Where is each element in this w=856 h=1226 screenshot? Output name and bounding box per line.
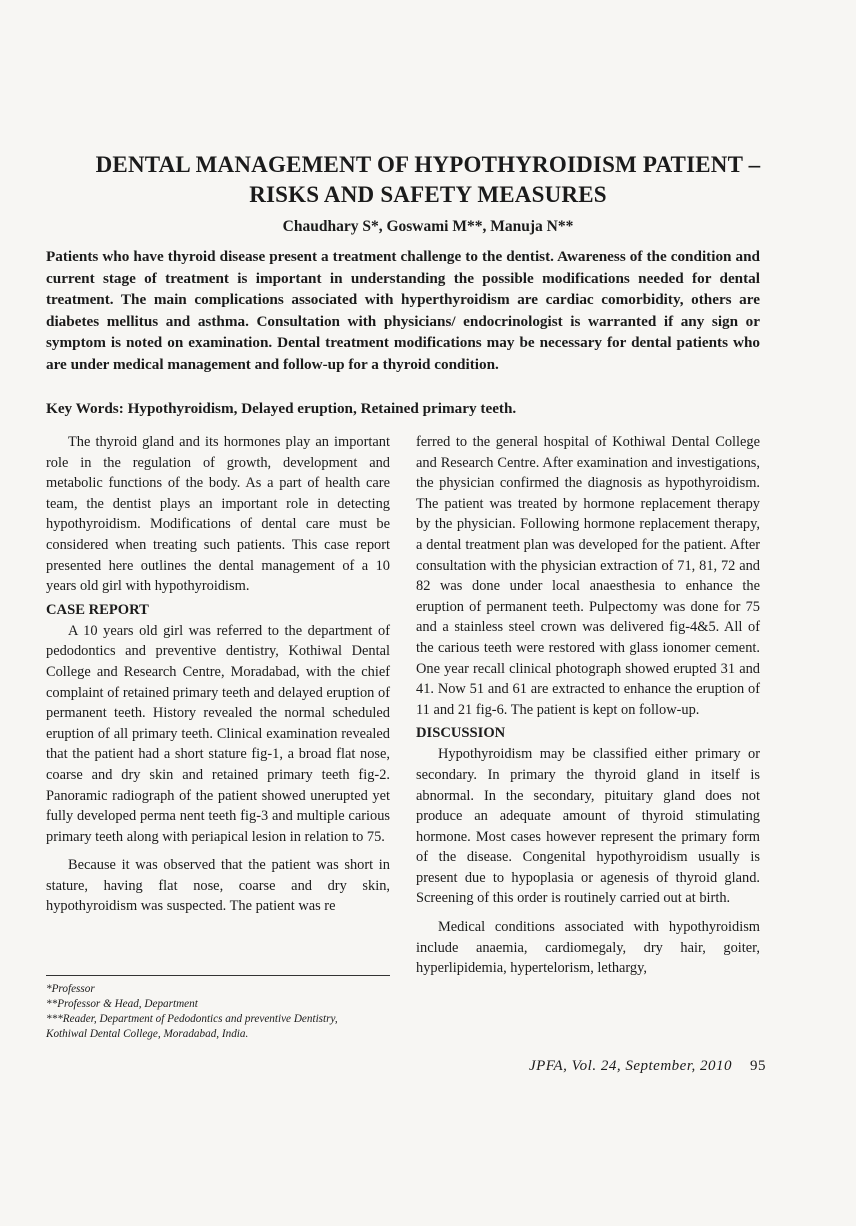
author-list: Chaudhary S*, Goswami M**, Manuja N** xyxy=(282,218,574,235)
footnote-divider xyxy=(46,975,390,976)
case-report-paragraph-2: Because it was observed that the patient was short in stature, having flat nose, coarse and dry skin, hypothyroidism was suspected. The patient was re xyxy=(46,857,390,915)
discussion-paragraph-2: Medical conditions associated with hypothyroidism include anaemia, cardiomegaly, dry hair, goiter, hyperlipidemia, hypertelorism, lethargy, xyxy=(416,919,760,977)
case-report-paragraph-1: A 10 years old girl was referred to the department of pedodontics and preventive dentistry, Kothiwal Dental College and Research Centre, Moradabad, with the chief complaint of retained primary teeth and delayed eruption of permanent teeth. History revealed the normal scheduled eruption of all primary teeth. Clinical examination revealed that the patient had a short stature fig-1, a broad flat nose, coarse and dry skin and retained primary teeth fig-2. Panoramic radiograph of the patient showed unerupted yet fully developed perma nent teeth fig-3 and multiple carious primary teeth along with periapical lesion in relation to 75. xyxy=(46,622,390,845)
abstract: Patients who have thyroid disease present a treatment challenge to the dentist. Awareness of the condition and current stage of treatment is important in understanding the possible modifications needed for dental treatment. The main complications associated with hyperthyroidism are cardiac comorbidity, others are diabetes mellitus and asthma. Consultation with physicians/ endocrinologist is warranted if any sign or symptom is noted on examination. Dental treatment modifications may be necessary for dental patients who are under medical management and follow-up for a thyroid condition. xyxy=(46,248,760,373)
footnote-3: ***Reader, Department of Pedodontics and preventive Dentistry, xyxy=(46,1013,338,1025)
keywords: Key Words: Hypothyroidism, Delayed eruption, Retained primary teeth. xyxy=(46,400,517,417)
title-line-1: DENTAL MANAGEMENT OF HYPOTHYROIDISM PATIENT – xyxy=(95,152,761,177)
footnote-1: *Professor xyxy=(46,983,95,995)
page-footer xyxy=(476,1058,766,1075)
journal-citation: JPFA, Vol. 24, September, 2010 xyxy=(528,1058,732,1074)
title-line-2: RISKS AND SAFETY MEASURES xyxy=(249,182,607,207)
footnote-2: **Professor & Head, Department xyxy=(46,998,198,1010)
left-column xyxy=(46,432,390,917)
case-report-continuation: ferred to the general hospital of Kothiwal Dental College and Research Centre. After examination and investigations, the physician confirmed the diagnosis as hypothyroidism. The patient was treated by hormone replacement therapy by the physician. Following hormone replacement therapy, a dental treatment plan was developed for the patient. After consultation with the physician extraction of 71, 81, 72 and 82 was done under local anaesthesia to enhance the eruption of permanent teeth. Pulpectomy was done for 75 and a stainless steel crown was delivered fig-4&5. All of the carious teeth were restored with glass ionomer cement. One year recall clinical photograph showed erupted 31 and 41. Now 51 and 61 are extracted to enhance the eruption of 11 and 21 fig-6. The patient is kept on follow-up. xyxy=(416,434,760,718)
page-number: 95 xyxy=(750,1058,766,1074)
right-column xyxy=(416,432,760,979)
discussion-paragraph-1: Hypothyroidism may be classified either primary or secondary. In primary the thyroid gland in itself is abnormal. In the secondary, pituitary gland does not produce an adequate amount of thyroid stimulating hormone. Most cases however represent the primary form of the disease. Congenital hypothyroidism usually is present due to hypoplasia or agenesis of thyroid gland. Screening of this order is routinely carried out at birth. xyxy=(416,746,760,907)
article-title xyxy=(40,150,816,210)
discussion-heading: DISCUSSION xyxy=(416,725,506,742)
footnotes xyxy=(46,982,396,1042)
case-report-heading: CASE REPORT xyxy=(46,601,149,618)
footnote-4: Kothiwal Dental College, Moradabad, India. xyxy=(46,1028,249,1040)
intro-paragraph: The thyroid gland and its hormones play an important role in the regulation of growth, development and metabolic functions of the body. As a part of health care team, the dentist plays an important role in detecting hypothyroidism. Modifications of dental care must be considered when treating such patients. This case report presented here outlines the dental management of a 10 years old girl with hypothyroidism. xyxy=(46,434,390,595)
